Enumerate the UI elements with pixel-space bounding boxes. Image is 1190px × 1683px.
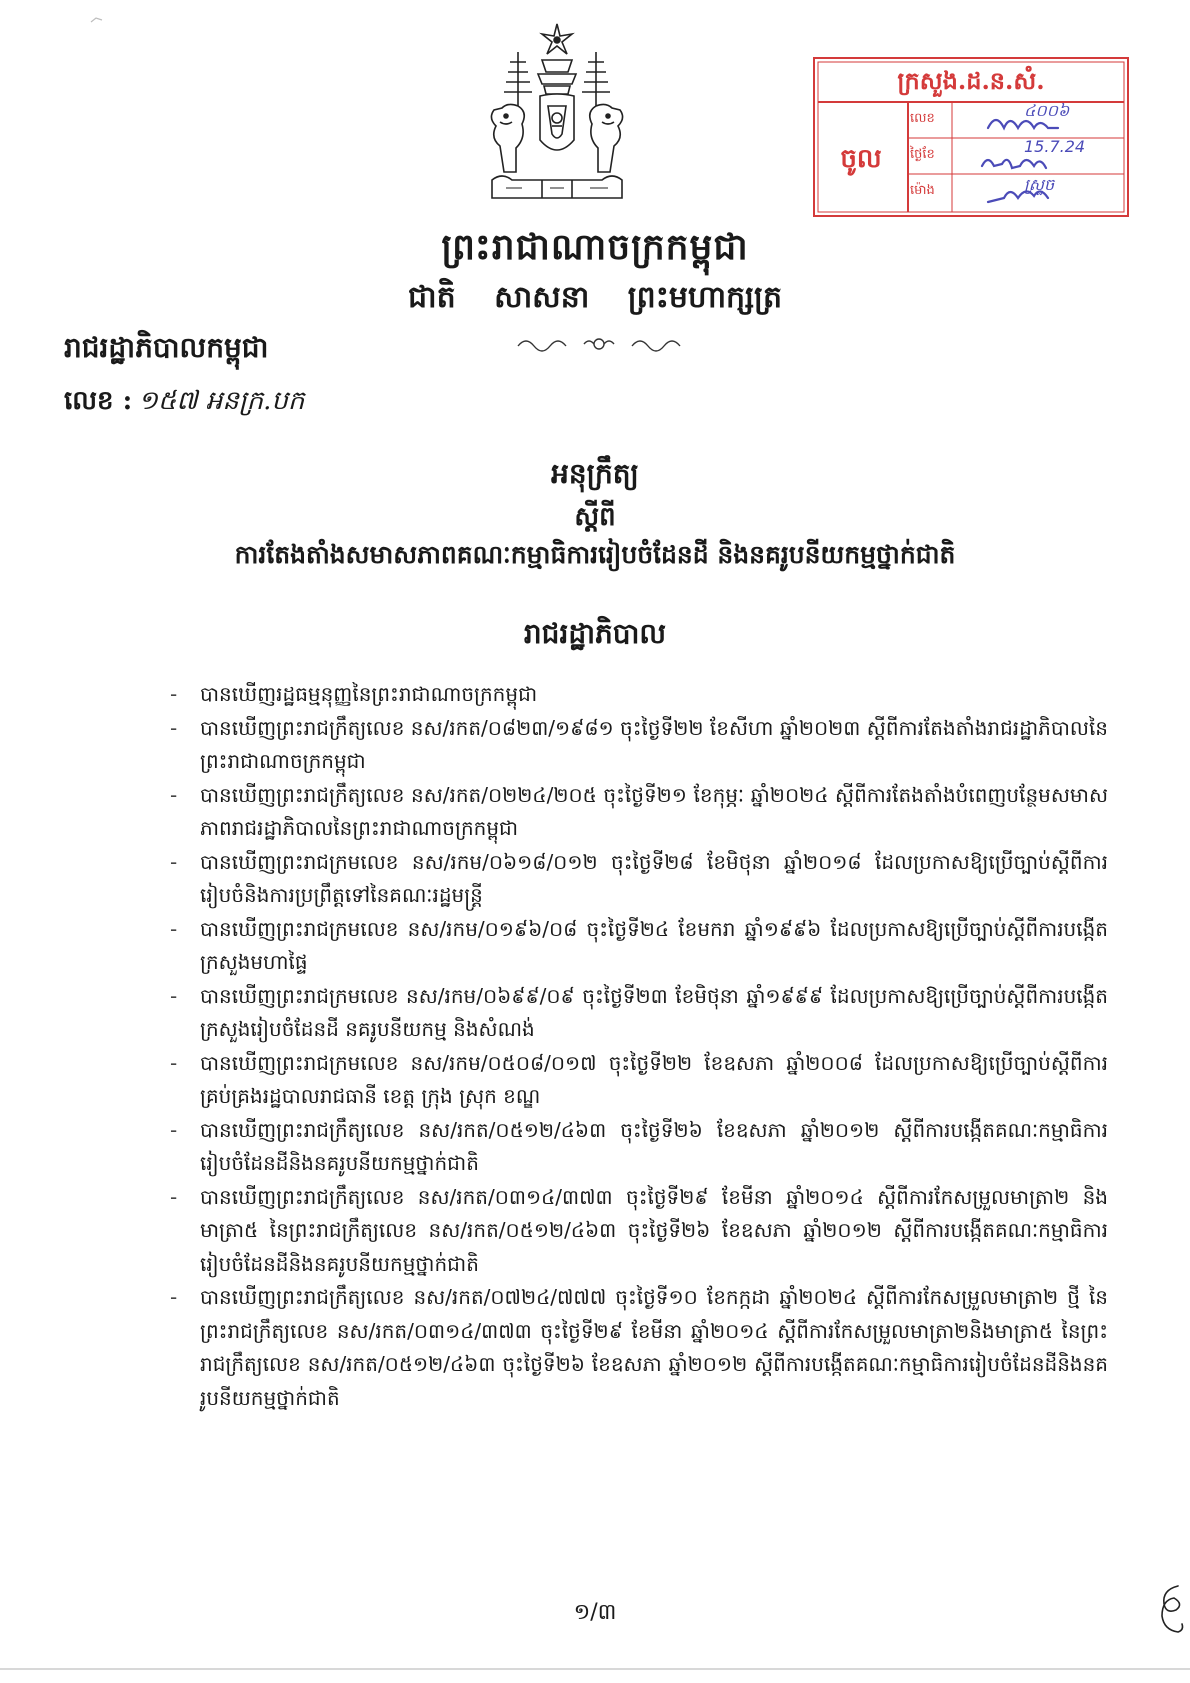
dash-bullet: - (170, 1050, 178, 1075)
document-subject: ការតែងតាំងសមាសភាពគណៈកម្មាធិការរៀបចំដែនដី និងនគរូបនីយកម្មថ្នាក់ជាតិ (234, 540, 956, 569)
dash-bullet: - (170, 682, 178, 706)
reference-label: លេខ : (64, 386, 133, 416)
consideration-text: បានឃើញព្រះរាជក្រមលេខ នស/រកម/០៦១៨/០១២ ចុះថ្ងៃទី២៨ ខែមិថុនា ឆ្នាំ២០១៨ ដែលប្រកាសឱ្យប្រើច្បាប់ស្ដីពីការរៀបចំនិងការប្រព្រឹត្តទៅនៃគណៈរដ្ឋមន្ត្រី (200, 849, 1108, 907)
motto-king: ព្រះមហាក្សត្រ (627, 280, 782, 315)
list-item (170, 980, 1108, 1047)
handwritten-initials-icon (1152, 1580, 1188, 1638)
dash-bullet: - (170, 849, 178, 874)
consideration-text: បានឃើញព្រះរាជក្រឹត្យលេខ នស/រកត/០២២៤/២០៥ ចុះថ្ងៃទី២១ ខែកុម្ភៈ ឆ្នាំ២០២៤ ស្ដីពីការតែងតាំងបំពេញបន្ថែមសមាសភាពរាជរដ្ឋាភិបាលនៃព្រះរាជាណាចក្រកម្ពុជា (200, 782, 1108, 840)
consideration-text: បានឃើញព្រះរាជក្រមលេខ នស/រកម/០១៩៦/០៨ ចុះថ្ងៃទី២៤ ខែមករា ឆ្នាំ១៩៩៦ ដែលប្រកាសឱ្យប្រើច្បាប់ស្ដីពីការបង្កើតក្រសួងមហាផ្ទៃ (200, 916, 1108, 974)
motto-religion: សាសនា (494, 280, 590, 315)
dash-bullet: - (170, 1285, 178, 1309)
dash-bullet: - (170, 1184, 178, 1209)
decorative-flourish-icon (514, 334, 684, 354)
dash-bullet: - (170, 1117, 178, 1142)
list-item (170, 1047, 1108, 1114)
considerations-list (170, 678, 1108, 1415)
reference-number (64, 384, 304, 422)
stamp-row-number-value: ៤០០៦ (1024, 101, 1070, 120)
dash-bullet: - (170, 715, 178, 740)
consideration-text: បានឃើញព្រះរាជក្រឹត្យលេខ នស/រកត/០៥១២/៤៦៣ ចុះថ្ងៃទី២៦ ខែឧសភា ឆ្នាំ២០១២ ស្ដីពីការបង្កើតគណៈកម្មាធិការរៀបចំដែនដីនិងនគរូបនីយកម្មថ្នាក់ជាតិ (200, 1117, 1108, 1175)
list-item (170, 712, 1108, 779)
scan-speck (90, 16, 104, 24)
list-item (170, 846, 1108, 913)
body-heading: រាជរដ្ឋាភិបាល (523, 617, 667, 650)
dash-bullet: - (170, 782, 178, 807)
reference-value: ១៥៧ អនក្រ.បក (138, 386, 305, 416)
motto-nation: ជាតិ (408, 280, 456, 315)
consideration-text: បានឃើញរដ្ឋធម្មនុញ្ញនៃព្រះរាជាណាចក្រកម្ពុជា (200, 682, 538, 706)
royal-coat-of-arms-icon (482, 22, 632, 210)
kingdom-name: ព្រះរាជាណាចក្រកម្ពុជា (441, 226, 749, 268)
document-type: អនុក្រឹត្យ (551, 457, 639, 490)
issuing-government: រាជរដ្ឋាភិបាលកម្ពុជា (64, 331, 269, 364)
document-about: ស្ដីពី (574, 502, 616, 532)
scan-edge-divider (0, 1668, 1190, 1670)
page-number: ១/៣ (573, 1600, 617, 1625)
list-item (170, 678, 1108, 712)
consideration-text: បានឃើញព្រះរាជក្រឹត្យលេខ នស/រកត/០៣១៤/៣៧៣ ចុះថ្ងៃទី២៩ ខែមីនា ឆ្នាំ២០១៤ ស្ដីពីការកែសម្រួលមាត្រា២ និងមាត្រា៥ នៃព្រះរាជក្រឹត្យលេខ នស/រកត/០៥១២/៤៦៣ ចុះថ្ងៃទី២៦ ខែឧសភា ឆ្នាំ២០១២ ស្ដីពីការបង្កើតគណៈកម្មាធិការរៀបចំដែនដីនិងនគរូបនីយកម្មថ្នាក់ជាតិ (200, 1184, 1108, 1276)
consideration-text: បានឃើញព្រះរាជក្រឹត្យលេខ នស/រកត/០៨២៣/១៩៨១ ចុះថ្ងៃទី២២ ខែសីហា ឆ្នាំ២០២៣ ស្ដីពីការតែងតាំងរាជរដ្ឋាភិបាលនៃព្រះរាជាណាចក្រកម្ពុជា (200, 715, 1108, 773)
consideration-text: បានឃើញព្រះរាជក្រមលេខ នស/រកម/០៦៩៩/០៩ ចុះថ្ងៃទី២៣ ខែមិថុនា ឆ្នាំ១៩៩៩ ដែលប្រកាសឱ្យប្រើច្បាប់ស្ដីពីការបង្កើតក្រសួងរៀបចំដែនដី នគរូបនីយកម្ម និងសំណង់ (200, 983, 1108, 1041)
list-item (170, 1281, 1108, 1415)
list-item (170, 779, 1108, 846)
national-motto (0, 278, 1190, 322)
dash-bullet: - (170, 916, 178, 941)
consideration-text: បានឃើញព្រះរាជក្រមលេខ នស/រកម/០៥០៨/០១៧ ចុះថ្ងៃទី២២ ខែឧសភា ឆ្នាំ២០០៨ ដែលប្រកាសឱ្យប្រើច្បាប់ស្ដីពីការគ្រប់គ្រងរដ្ឋបាលរាជធានី ខេត្ត ក្រុង ស្រុក ខណ្ឌ (200, 1050, 1108, 1108)
stamp-row-time-value: ស្រួច (1024, 175, 1055, 194)
consideration-text: បានឃើញព្រះរាជក្រឹត្យលេខ នស/រកត/០៧២៤/៧៧៧ ចុះថ្ងៃទី១០ ខែកក្កដា ឆ្នាំ២០២៤ ស្ដីពីការកែសម្រួលមាត្រា២ ថ្មី នៃព្រះរាជក្រឹត្យលេខ នស/រកត/០៣១៤/៣៧៣ ចុះថ្ងៃទី២៩ ខែមីនា ឆ្នាំ២០១៤ ស្ដីពីការកែសម្រួលមាត្រា២និងមាត្រា៥ នៃព្រះរាជក្រឹត្យលេខ នស/រកត/០៥១២/៤៦៣ ចុះថ្ងៃទី២៦ ខែឧសភា ឆ្នាំ២០១២ ស្ដីពីការបង្កើតគណៈកម្មាធិការរៀបចំដែនដីនិងនគរូបនីយកម្មថ្នាក់ជាតិ (200, 1285, 1108, 1410)
list-item (170, 913, 1108, 980)
list-item (170, 1114, 1108, 1181)
stamp-ministry: ក្រសួង.ដ.ន.សំ. (897, 66, 1045, 95)
stamp-row-time-label: ម៉ោង (910, 183, 935, 198)
list-item (170, 1181, 1108, 1282)
stamp-row-date-value: 15.7.24 (1024, 137, 1086, 156)
stamp-row-date-label: ថ្ងៃខែ (910, 147, 935, 162)
dash-bullet: - (170, 983, 178, 1008)
stamp-row-number-label: លេខ (910, 111, 935, 126)
stamp-side-label: ចូល (840, 144, 882, 174)
